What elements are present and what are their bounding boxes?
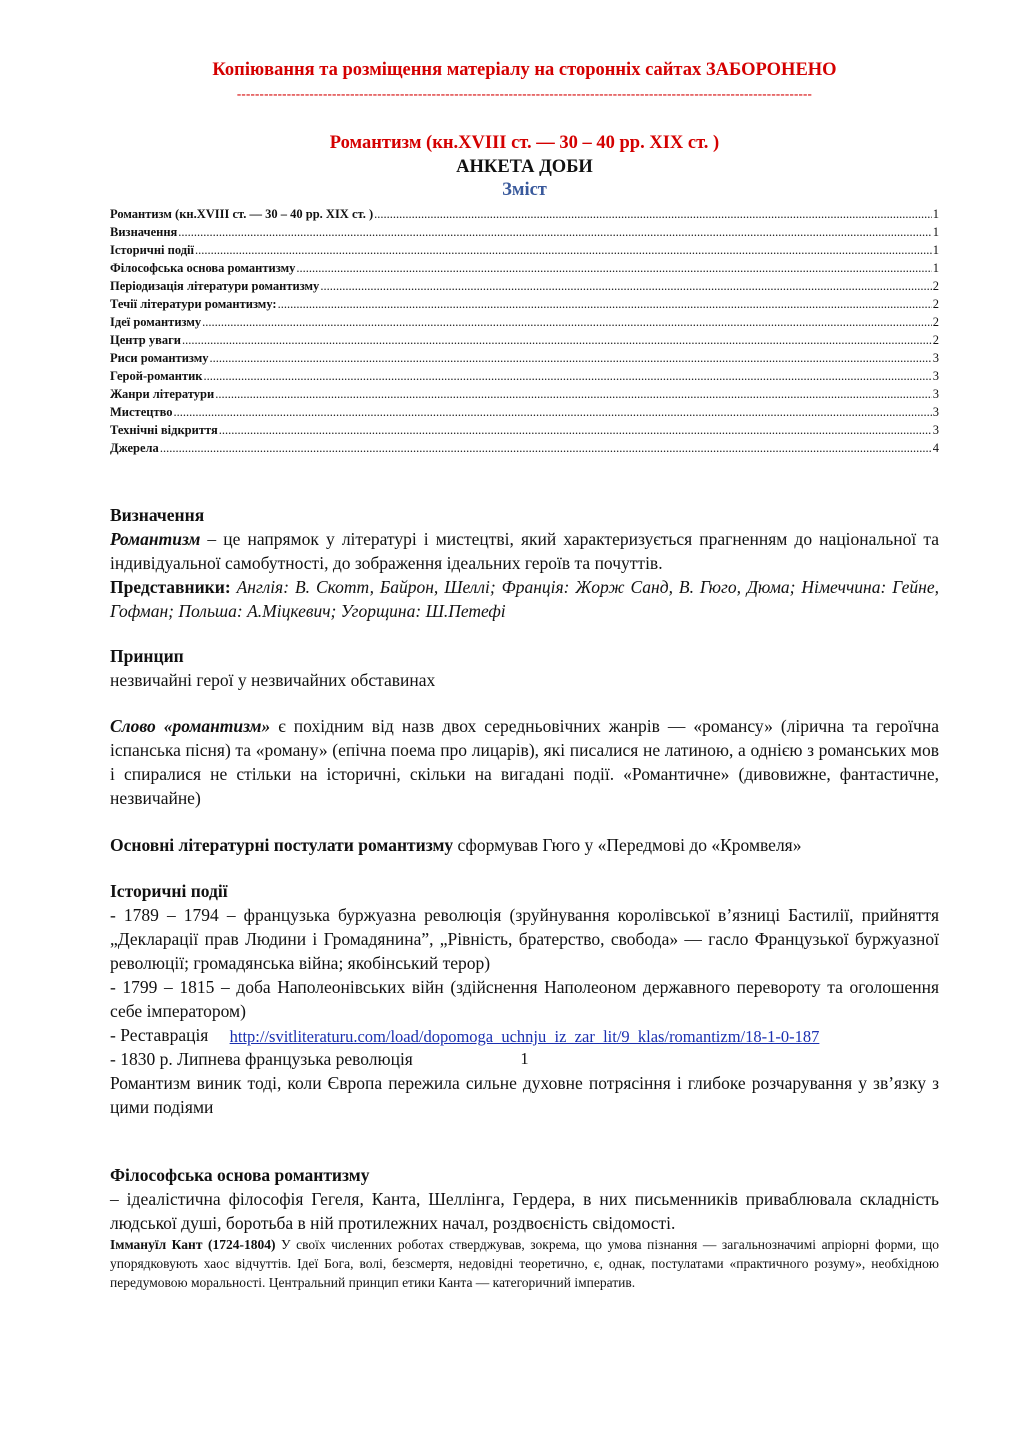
copy-warning: Копіювання та розміщення матеріалу на сторонніх сайтах ЗАБОРОНЕНО bbox=[212, 60, 837, 80]
representatives-text: Англія: В. Скотт, Байрон, Шеллі; Франція: Жорж Санд, В. Гюго, Дюма; Німеччина: Гейне, Гофман; Польша: А.Міцкевич; Угорщина: Ш.Петефі bbox=[110, 577, 939, 621]
history-item: - Реставрація bbox=[110, 1025, 209, 1045]
history-heading: Історичні події bbox=[110, 881, 228, 901]
definition-text: – це напрямок у літературі і мистецтві, який характеризується прагненням до національної та індивідуальної самобутності, до зображення ідеальних героїв та почуттів. bbox=[110, 529, 939, 573]
toc-entry-label: Течії літератури романтизму: bbox=[110, 297, 277, 311]
toc-entry-label: Історичні події bbox=[110, 243, 195, 257]
toc-entry-page: 1 bbox=[932, 225, 939, 239]
toc-entry-label: Філософська основа романтизму bbox=[110, 261, 296, 275]
toc-heading: Зміст bbox=[502, 180, 547, 200]
toc-entry-page: 4 bbox=[932, 441, 939, 455]
dashed-separator: ------------------------------------------------------------------------------------------------------------------------------- bbox=[236, 86, 813, 101]
principle-heading: Принцип bbox=[110, 646, 184, 666]
postulates-text: сформував Гюго у «Передмові до «Кромвеля» bbox=[453, 835, 802, 855]
philosophy-heading: Філософська основа романтизму bbox=[110, 1165, 370, 1185]
source-link[interactable]: http://svitliteraturu.com/load/dopomoga_uchnju_iz_zar_lit/9_klas/romantizm/18-1-0-187 bbox=[229, 1027, 820, 1046]
toc-entry-page: 3 bbox=[932, 351, 939, 365]
toc-entry-label: Періодизація літератури романтизму bbox=[110, 279, 320, 293]
toc-entry-page: 2 bbox=[932, 333, 939, 347]
toc-entry-page: 2 bbox=[932, 297, 939, 311]
history-summary: Романтизм виник тоді, коли Європа пережила сильне духовне потрясіння і глибоке розчарування у зв’язку з цими подіями bbox=[110, 1073, 939, 1117]
philosophy-text: – ідеалістична філософія Гегеля, Канта, Шеллінга, Гердера, в них письменників приваблювала складність людської душі, боротьба в ній протилежних начал, роздвоєність свідомості. bbox=[110, 1189, 939, 1233]
document-title: Романтизм (кн.XVIII ст. — 30 – 40 рр. XIX ст. ) bbox=[329, 133, 720, 153]
toc-entry-label: Риси романтизму bbox=[110, 351, 209, 365]
toc-entry-page: 3 bbox=[932, 423, 939, 437]
toc-entry-page: 1 bbox=[932, 243, 939, 257]
toc-entry-page: 3 bbox=[932, 405, 939, 419]
footer bbox=[110, 0, 939, 1449]
kant-text: У своїх численних роботах стверджував, зокрема, що умова пізнання — загальнозначимі апріорні форми, що упорядковують хаос відчуттів. Ідеї Бога, волі, безсмертя, недовідні теоретично, є, однак, постулатами «практичного розуму», необхідною передумовою моральності. Центральний принцип етики Канта — категоричний імператив. bbox=[110, 1237, 939, 1290]
toc-entry-label: Герой-романтик bbox=[110, 369, 203, 383]
toc-entry-page: 2 bbox=[932, 279, 939, 293]
toc-entry-label: Джерела bbox=[110, 441, 159, 455]
toc-entry-label: Романтизм (кн.XVIII ст. — 30 – 40 рр. XIX ст. ) bbox=[110, 207, 374, 221]
definition-term: Романтизм bbox=[110, 529, 201, 549]
history-item: - 1830 р. Липнева французька революція bbox=[110, 1049, 413, 1069]
document-subtitle: АНКЕТА ДОБИ bbox=[456, 157, 593, 177]
toc-entry-label: Ідеї романтизму bbox=[110, 315, 202, 329]
toc-entry-label: Технічні відкриття bbox=[110, 423, 218, 437]
toc-entry-label: Центр уваги bbox=[110, 333, 181, 347]
toc-entry-page: 2 bbox=[932, 315, 939, 329]
principle-text: незвичайні герої у незвичайних обставинах bbox=[110, 670, 436, 690]
history-item: - 1799 – 1815 – доба Наполеонівських війн (здійснення Наполеоном державного перевороту та оголошення себе імператором) bbox=[110, 977, 939, 1021]
toc-entry-label: Мистецтво bbox=[110, 405, 173, 419]
representatives-label: Представники: bbox=[110, 577, 231, 597]
toc-entry-page: 1 bbox=[932, 207, 939, 221]
postulates-bold: Основні літературні постулати романтизму bbox=[110, 835, 454, 855]
kant-name: Іммануїл Кант (1724-1804) bbox=[110, 1237, 276, 1252]
toc-entry-page: 1 bbox=[932, 261, 939, 275]
definition-heading: Визначення bbox=[110, 505, 205, 525]
word-origin-term: Слово «романтизм» bbox=[110, 716, 271, 736]
toc-entry-page: 3 bbox=[932, 369, 939, 383]
page-number: 1 bbox=[520, 1049, 529, 1068]
toc-entry-label: Визначення bbox=[110, 225, 178, 239]
toc-entry-label: Жанри літератури bbox=[110, 387, 215, 401]
word-origin-text: є похідним від назв двох середньовічних жанрів — «романсу» (лірична та героїчна іспанська пісня) та «роману» (епічна поема про лицарів), які писалися не латиною, а однією з романських мов і спиралися не стільки на історичні, скільки на вигадані події. «Романтичне» (дивовижне, фантастичне, незвичайне) bbox=[110, 716, 939, 808]
history-item: - 1789 – 1794 – французька буржуазна революція (зруйнування королівської в’язниці Бастилії, прийняття „Декларації прав Людини і Громадянина”, „Рівність, братерство, свобода» — гасло Французької буржуазної революції; громадянська війна; якобінський терор) bbox=[110, 905, 939, 973]
toc-entry-page: 3 bbox=[932, 387, 939, 401]
